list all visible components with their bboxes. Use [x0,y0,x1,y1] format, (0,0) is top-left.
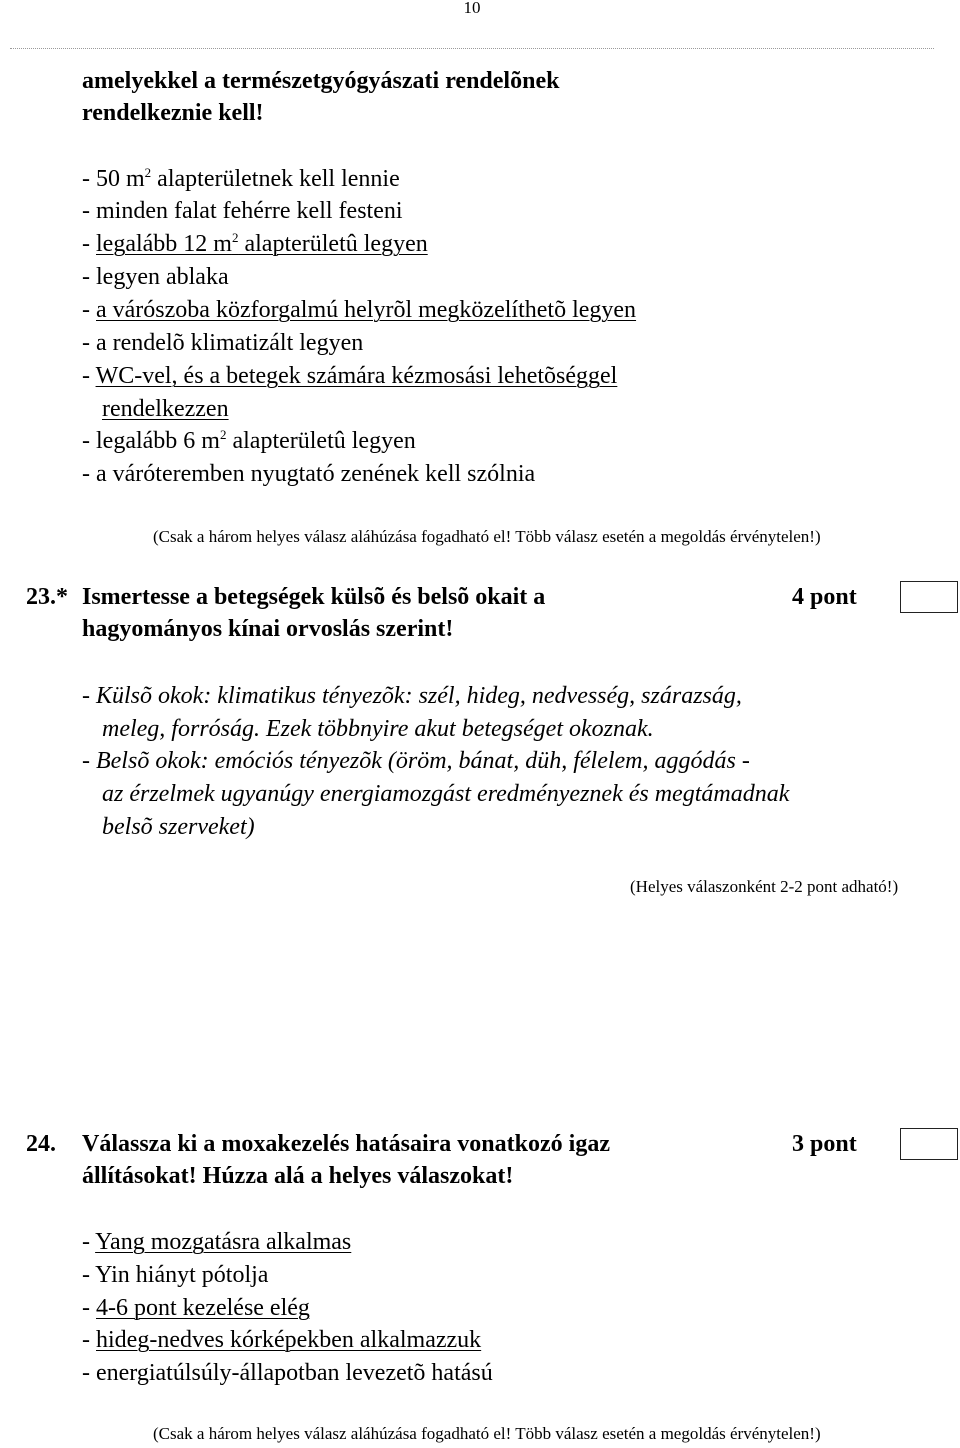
question-number: 24. [26,1131,56,1157]
option-item: - a rendelõ klimatizált legyen [82,330,364,356]
answer-line: - Külsõ okok: klimatikus tényezõk: szél, hideg, nedvesség, szárazság, [82,683,742,709]
option-item-correct: - a várószoba közforgalmú helyrõl megközelíthetõ legyen [82,297,637,323]
scoring-note: (Helyes válaszonként 2-2 pont adható!) [630,877,899,896]
score-box[interactable] [900,581,958,613]
scoring-note: (Csak a három helyes válasz aláhúzása fogadható el! Több válasz esetén a megoldás érvénytelen!) [153,1424,821,1443]
question-22-heading-line2: rendelkeznie kell! [82,100,264,126]
option-item: - legalább 6 $m^2$ alapterületû legyen [82,427,416,454]
option-item-correct: - hideg-nedves kórképekben alkalmazzuk [82,1327,482,1353]
answer-line: belsõ szerveket) [102,814,255,840]
option-item: - minden falat fehérre kell festeni [82,198,403,224]
question-22-heading-line1: amelyekkel a természetgyógyászati rendelõnek [82,68,560,94]
question-text-line1: Válassza ki a moxakezelés hatásaira vonatkozó igaz [82,1131,610,1157]
points-label: 4 pont [792,584,857,610]
points-label: 3 pont [792,1131,857,1157]
answer-line: - Belsõ okok: emóciós tényezõk (öröm, bánat, düh, félelem, aggódás - [82,748,750,774]
option-item: - Yin hiányt pótolja [82,1262,269,1288]
option-item: - 50 $m^2$ alapterületnek kell lennie [82,165,400,192]
question-text-line2: hagyományos kínai orvoslás szerint! [82,616,454,642]
answer-line: az érzelmek ugyanúgy energiamozgást eredményeznek és megtámadnak [102,781,790,807]
option-item-continuation: rendelkezzen [102,396,229,422]
option-item: - legyen ablaka [82,264,229,290]
option-item-correct: - 4-6 pont kezelése elég [82,1295,310,1321]
option-item-correct: - legalább 12 $m^2$ alapterületû legyen [82,230,428,257]
score-box[interactable] [900,1128,958,1160]
page-number: 10 [463,0,481,17]
question-number: 23.* [26,584,68,610]
option-item: - energiatúlsúly-állapotban levezetõ hatású [82,1360,493,1386]
option-item-correct: - Yang mozgatásra alkalmas [82,1229,352,1255]
question-text-line1: Ismertesse a betegségek külsõ és belsõ okait a [82,584,546,610]
answer-line: meleg, forróság. Ezek többnyire akut betegséget okoznak. [102,716,654,742]
scoring-note: (Csak a három helyes válasz aláhúzása fogadható el! Több válasz esetén a megoldás érvénytelen!) [153,527,821,546]
question-text-line2: állításokat! Húzza alá a helyes válaszokat! [82,1163,514,1189]
option-item: - a váróteremben nyugtató zenének kell szólnia [82,461,536,487]
option-item-correct: - WC-vel, és a betegek számára kézmosási lehetõséggel [82,363,618,389]
header-divider [10,48,934,49]
